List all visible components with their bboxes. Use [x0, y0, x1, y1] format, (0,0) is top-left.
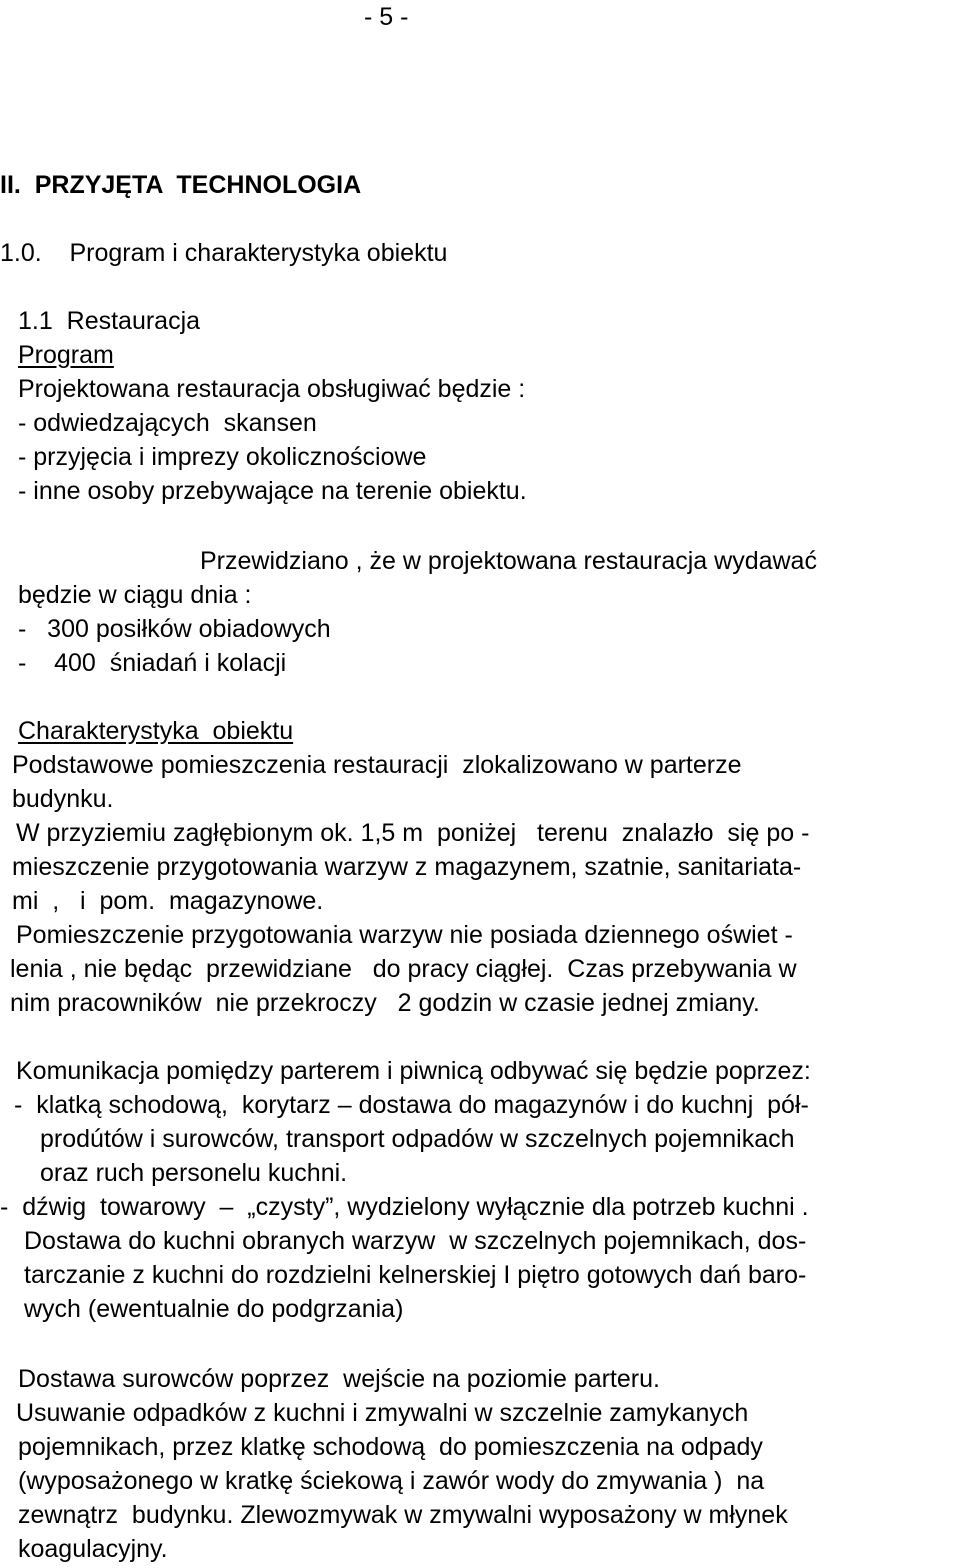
- characteristics-line: nim pracowników nie przekroczy 2 godzin w czasie jednej zmiany.: [10, 989, 760, 1017]
- characteristics-line: Pomieszczenie przygotowania warzyw nie posiada dziennego oświet -: [16, 921, 793, 949]
- program-item: - przyjęcia i imprezy okolicznościowe: [18, 443, 427, 471]
- section-heading: II. PRZYJĘTA TECHNOLOGIA: [0, 171, 362, 199]
- supply-line: Dostawa surowców poprzez wejście na poziomie parteru.: [18, 1365, 660, 1393]
- supply-line: zewnątrz budynku. Zlewozmywak w zmywalni wyposażony w młynek: [18, 1501, 788, 1529]
- program-intro: Projektowana restauracja obsługiwać będzie :: [18, 375, 526, 403]
- communication-line: Dostawa do kuchni obranych warzyw w szczelnych pojemnikach, dos-: [24, 1227, 807, 1255]
- forecast-line: będzie w ciągu dnia :: [18, 581, 252, 609]
- characteristics-line: mi , i pom. magazynowe.: [12, 887, 324, 915]
- forecast-line: Przewidziano , że w projektowana restauracja wydawać: [200, 547, 817, 575]
- forecast-item: - 400 śniadań i kolacji: [18, 649, 287, 677]
- characteristics-line: Podstawowe pomieszczenia restauracji zlokalizowano w parterze: [12, 751, 742, 779]
- forecast-item: - 300 posiłków obiadowych: [18, 615, 331, 643]
- characteristics-title: Charakterystyka obiektu: [18, 717, 294, 745]
- characteristics-line: mieszczenie przygotowania warzyw z magazynem, szatnie, sanitariata-: [12, 853, 802, 881]
- subsection-1-1: 1.1 Restauracja: [18, 307, 201, 335]
- program-item: - odwiedzających skansen: [18, 409, 317, 437]
- communication-line: tarczanie z kuchni do rozdzielni kelnerskiej I piętro gotowych dań baro-: [24, 1261, 807, 1289]
- characteristics-line: W przyziemiu zagłębionym ok. 1,5 m poniżej terenu znalazło się po -: [16, 819, 810, 847]
- communication-line: Komunikacja pomiędzy parterem i piwnicą odbywać się będzie poprzez:: [16, 1057, 811, 1085]
- communication-line: oraz ruch personelu kuchni.: [40, 1159, 348, 1187]
- supply-line: Usuwanie odpadków z kuchni i zmywalni w szczelnie zamykanych: [16, 1399, 749, 1427]
- communication-line: wych (ewentualnie do podgrzania): [24, 1295, 404, 1323]
- page-number: - 5 -: [364, 3, 409, 31]
- supply-line: (wyposażonego w kratkę ściekową i zawór wody do zmywania ) na: [18, 1467, 765, 1495]
- program-item: - inne osoby przebywające na terenie obiektu.: [18, 477, 527, 505]
- supply-line: koagulacyjny.: [18, 1535, 168, 1563]
- supply-line: pojemnikach, przez klatkę schodową do pomieszczenia na odpady: [18, 1433, 763, 1461]
- subsection-heading: 1.0. Program i charakterystyka obiektu: [0, 239, 448, 267]
- communication-line: prodútów i surowców, transport odpadów w szczelnych pojemnikach: [40, 1125, 795, 1153]
- program-title: Program: [18, 341, 114, 369]
- communication-line: - dźwig towarowy – „czysty”, wydzielony wyłącznie dla potrzeb kuchni .: [0, 1193, 809, 1221]
- characteristics-line: lenia , nie będąc przewidziane do pracy ciągłej. Czas przebywania w: [10, 955, 797, 983]
- characteristics-line: budynku.: [12, 785, 114, 813]
- communication-line: - klatką schodową, korytarz – dostawa do magazynów i do kuchnj pół-: [14, 1091, 809, 1119]
